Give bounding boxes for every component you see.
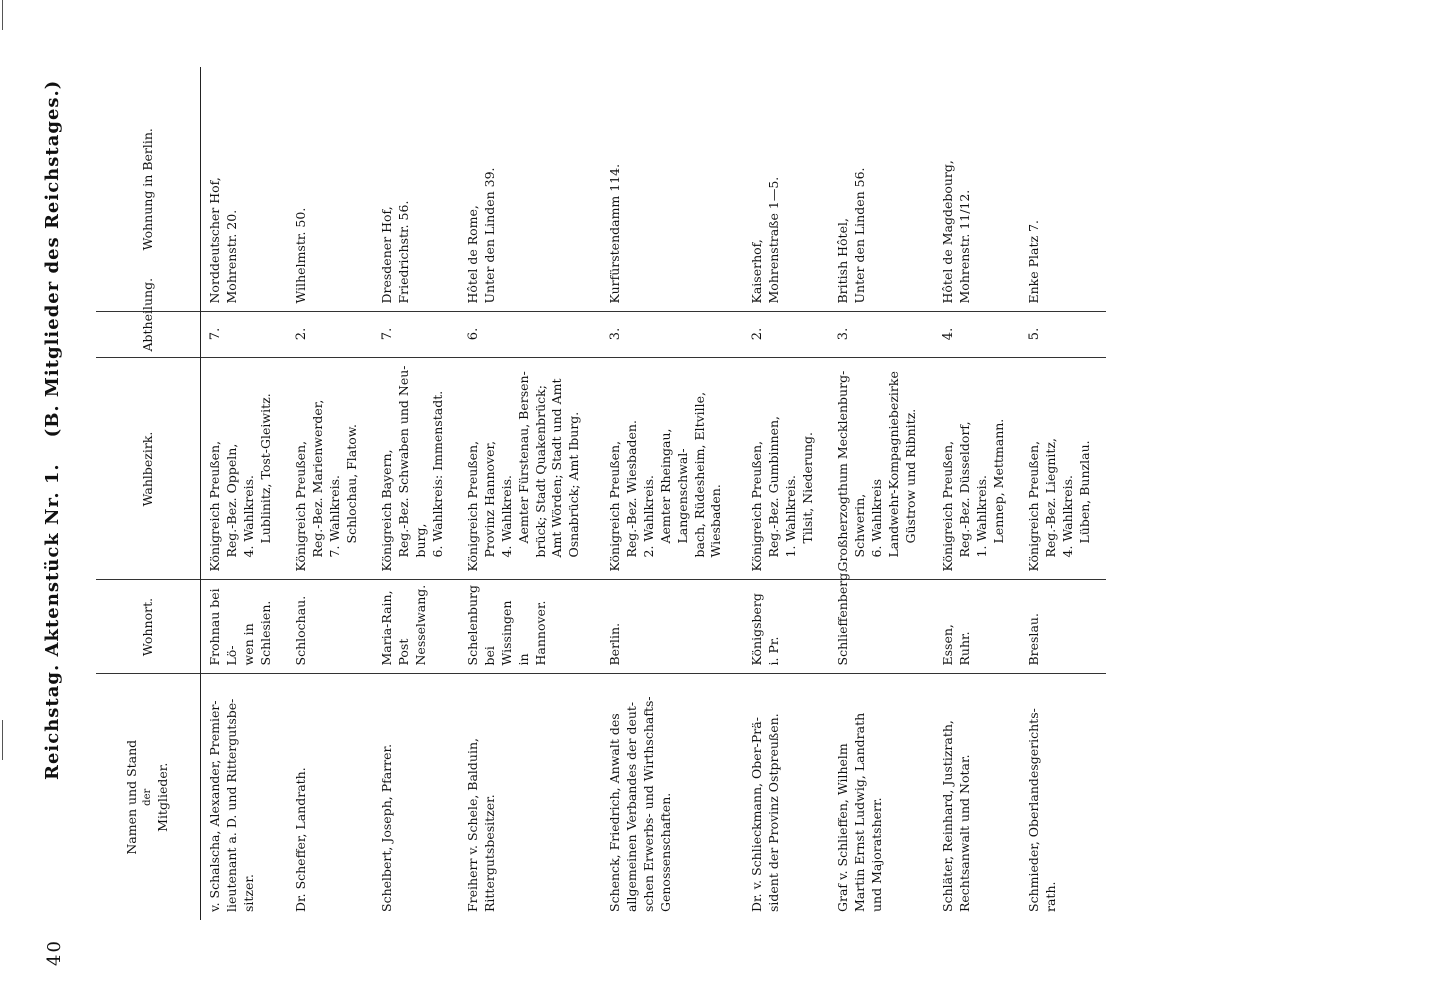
wohnort-cell <box>287 580 373 674</box>
column-header-line: Abtheilung. <box>139 277 155 352</box>
cell-line: 2. Wahlkreis. <box>640 475 656 558</box>
wohnung-cell <box>601 67 743 312</box>
cell-line: Großherzogthum Mecklenburg- <box>835 370 851 572</box>
cell-line: Königsberg i. Pr. <box>749 593 782 666</box>
cell-line: Königreich Preußen, <box>207 440 222 572</box>
member-name-cell <box>934 674 1020 920</box>
wohnort-cell <box>201 580 288 674</box>
cell-line: Nesselwang. <box>412 584 428 666</box>
cell-line: Königreich Preußen, <box>607 440 623 572</box>
cell-line: Frohnau bei Lö- <box>207 588 239 666</box>
table-row <box>1020 67 1106 920</box>
wahlbezirk-cell <box>601 358 743 580</box>
wahlbezirk-cell <box>287 358 373 580</box>
column-header-line: Wahlbezirk. <box>139 431 155 507</box>
wahlbezirk-cell <box>1020 358 1106 580</box>
abtheilung-cell <box>934 312 1020 358</box>
cell-line: Reg.-Bez. Düsseldorf, <box>956 421 972 558</box>
cell-line: 6. Wahlkreis: Immenstadt. <box>429 390 445 558</box>
member-name-cell <box>201 674 288 920</box>
cell-line: Hôtel de Magdebourg, <box>939 160 955 304</box>
table-row <box>201 67 288 920</box>
wahlbezirk-cell <box>373 358 459 580</box>
wohnort-cell <box>934 580 1020 674</box>
cell-line: Dr. v. Schlieckmann, Ober-Prä- <box>749 717 765 912</box>
cell-line: Lüben, Bunzlau. <box>1076 440 1092 544</box>
cell-line: Schenck, Friedrich, Anwalt des <box>607 713 623 912</box>
page-number: 40 <box>44 939 65 966</box>
cell-line: Schwerin, <box>852 493 868 558</box>
cell-line: Mohrenstr. 11/12. <box>956 189 972 304</box>
column-header-line: der <box>142 788 154 806</box>
table-row <box>459 67 601 920</box>
cell-line: 7. <box>208 327 223 341</box>
cell-line: Essen, Ruhr. <box>939 624 972 666</box>
cell-line: allgemeinen Verbandes der deut- <box>624 701 640 912</box>
column-header-line: Wohnung in Berlin. <box>139 128 155 251</box>
cell-line: Amt Wörden; Stadt und Amt <box>549 378 565 558</box>
wahlbezirk-cell <box>934 358 1020 580</box>
cell-line: 6. <box>466 327 481 341</box>
abtheilung-cell <box>459 312 601 358</box>
wohnung-cell <box>373 67 459 312</box>
cell-line: Aemter Rheingau, Langenschwal- <box>657 428 690 544</box>
cell-line: rath. <box>1042 881 1058 912</box>
cell-line: Lublinitz, Tost-Gleiwitz. <box>257 393 273 544</box>
table-row <box>601 67 743 920</box>
column-header-wohnort <box>96 580 201 674</box>
cell-line: British Hôtel, <box>835 218 851 304</box>
wohnort-cell <box>743 580 829 674</box>
cell-line: Dresdener Hof, <box>379 206 395 304</box>
wohnung-cell <box>743 67 829 312</box>
column-header-line: Namen und Stand <box>124 739 140 855</box>
cell-line: 7. Wahlkreis. <box>326 475 342 558</box>
member-name-cell <box>459 674 601 920</box>
cell-line: sident der Provinz Ostpreußen. <box>766 713 782 912</box>
cell-line: Hannover. <box>532 600 548 666</box>
running-title-text: Reichstag. Aktenstück Nr. 1. <box>42 463 63 780</box>
wohnort-cell <box>601 580 743 674</box>
cell-line: Königreich Preußen, <box>749 440 765 572</box>
cell-line: 4. Wahlkreis. <box>498 475 514 558</box>
wahlbezirk-cell <box>459 358 601 580</box>
cell-line: Mohrenstr. 20. <box>223 209 239 304</box>
cell-line: Unter den Linden 56. <box>852 167 868 304</box>
table-body <box>201 67 1107 920</box>
cell-line: Graf v. Schlieffen, Wilhelm <box>835 743 851 912</box>
cell-line: Königreich Preußen, <box>1025 440 1041 572</box>
cell-line: Reg.-Bez. Liegnitz, <box>1042 438 1058 558</box>
cell-line: Lennep, Mettmann. <box>990 418 1006 544</box>
table-row <box>743 67 829 920</box>
cell-line: Wilhelmstr. 50. <box>293 207 309 304</box>
wahlbezirk-cell <box>201 358 288 580</box>
cell-line: v. Schalscha, Alexander, Premier- <box>207 700 222 912</box>
cell-line: Schelbert, Joseph, Pfarrer. <box>379 743 395 912</box>
cell-line: Schlieffenberg. <box>835 568 851 666</box>
cell-line: Reg.-Bez. Gumbinnen, <box>766 415 782 558</box>
wohnung-cell <box>829 67 934 312</box>
member-name-cell <box>1020 674 1106 920</box>
section-title: (B. Mitglieder des Reichstages.) <box>42 79 63 438</box>
member-name-cell <box>829 674 934 920</box>
cell-line: Osnabrück; Amt Iburg. <box>566 411 582 558</box>
member-name-cell <box>287 674 373 920</box>
scan-edge-mark <box>2 0 3 30</box>
wohnort-cell <box>459 580 601 674</box>
abtheilung-cell <box>201 312 288 358</box>
table-row <box>829 67 934 920</box>
member-name-cell <box>373 674 459 920</box>
cell-line: 5. <box>1026 327 1042 341</box>
cell-line: Dr. Scheffer, Landrath. <box>293 767 309 912</box>
wohnung-cell <box>201 67 288 312</box>
cell-line: Schelenburg bei <box>465 585 497 666</box>
wohnung-cell <box>459 67 601 312</box>
cell-line: bach, Rüdesheim, Eltville, <box>691 391 707 558</box>
cell-line: lieutenant a. D. und Rittergutsbe- <box>223 698 239 912</box>
cell-line: Königreich Bayern, <box>379 449 395 572</box>
cell-line: Rechtsanwalt und Notar. <box>956 754 972 912</box>
member-name-cell <box>601 674 743 920</box>
cell-line: Friedrichstr. 56. <box>395 200 411 304</box>
cell-line: Hôtel de Rome, <box>465 205 480 304</box>
cell-line: Reg.-Bez. Marienwerder, <box>309 399 325 558</box>
cell-line: Schlochau. <box>293 595 309 666</box>
cell-line: 4. <box>940 327 956 341</box>
wahlbezirk-cell <box>743 358 829 580</box>
cell-line: Provinz Hannover, <box>481 440 497 558</box>
cell-line: Reg.-Bez. Oppeln, <box>223 443 239 558</box>
wohnung-cell <box>1020 67 1106 312</box>
cell-line: Reg.-Bez. Wiesbaden. <box>624 420 640 558</box>
cell-line: 2. <box>750 327 766 341</box>
cell-line: 3. <box>608 327 624 341</box>
cell-line: Wissingen in <box>498 600 531 666</box>
cell-line: 6. Wahlkreis <box>869 478 885 558</box>
cell-line: Königreich Preußen, <box>293 440 309 572</box>
cell-line: Breslau. <box>1025 613 1041 666</box>
cell-line: Freiherr v. Schele, Balduin, <box>465 737 480 912</box>
cell-line: Schmieder, Oberlandesgerichts- <box>1025 708 1041 912</box>
member-name-cell <box>743 674 829 920</box>
cell-line: Aemter Fürstenau, Bersen- <box>515 371 531 544</box>
scan-edge-mark <box>2 720 3 760</box>
cell-line: Martin Ernst Ludwig, Landrath <box>852 712 868 912</box>
cell-line: 2. <box>294 327 310 341</box>
wohnort-cell <box>1020 580 1106 674</box>
cell-line: Norddeutscher Hof, <box>207 177 222 304</box>
cell-line: Güstrow und Ribnitz. <box>902 408 918 544</box>
abtheilung-cell <box>1020 312 1106 358</box>
cell-line: Enke Platz 7. <box>1025 220 1041 304</box>
cell-line: Genossenschaften. <box>657 792 673 912</box>
column-header-line: Mitglieder. <box>154 762 170 832</box>
members-table <box>96 67 1106 920</box>
cell-line: Reg.-Bez. Schwaben und Neu- <box>395 365 411 558</box>
table-row <box>287 67 373 920</box>
cell-line: Wiesbaden. <box>708 484 724 558</box>
cell-line: brück; Stadt Quakenbrück; <box>532 385 548 558</box>
cell-line: wen in Schlesien. <box>240 600 273 666</box>
cell-line: Rittergutsbesitzer. <box>481 794 497 912</box>
abtheilung-cell <box>601 312 743 358</box>
cell-line: Schläter, Reinhard, Justizrath, <box>939 720 955 912</box>
cell-line: Maria-Rain, Post <box>379 590 411 666</box>
cell-line: 4. Wahlkreis. <box>1059 475 1075 558</box>
cell-line: Kurfürstendamm 114. <box>607 163 623 304</box>
column-header-name <box>96 674 201 920</box>
cell-line: 1. Wahlkreis. <box>973 475 989 558</box>
wohnung-cell <box>934 67 1020 312</box>
cell-line: 4. Wahlkreis. <box>240 475 256 558</box>
cell-line: Landwehr-Kompagniebezirke <box>885 371 901 558</box>
column-header-wahlbezirk <box>96 358 201 580</box>
column-header-abtheilung <box>96 277 201 358</box>
wohnort-cell <box>373 580 459 674</box>
wahlbezirk-cell <box>829 358 934 580</box>
cell-line: sitzer. <box>240 874 256 912</box>
abtheilung-cell <box>743 312 829 358</box>
running-title <box>42 80 63 780</box>
cell-line: Mohrenstraße 1—5. <box>766 176 782 304</box>
abtheilung-cell <box>287 312 373 358</box>
table-row <box>934 67 1020 920</box>
abtheilung-cell <box>373 312 459 358</box>
cell-line: Unter den Linden 39. <box>481 167 497 304</box>
cell-line: 7. <box>380 327 396 341</box>
cell-line: Königreich Preußen, <box>939 440 955 572</box>
wohnung-cell <box>287 67 373 312</box>
cell-line: Berlin. <box>607 622 623 666</box>
wohnort-cell <box>829 568 934 674</box>
cell-line: burg, <box>412 523 428 558</box>
cell-line: Königreich Preußen, <box>465 440 480 572</box>
cell-line: 3. <box>836 327 852 341</box>
table-header-row <box>96 67 201 920</box>
cell-line: schen Erwerbs- und Wirthschafts- <box>640 696 656 912</box>
cell-line: Tilsit, Niederung. <box>799 432 815 544</box>
table-row <box>373 67 459 920</box>
digitization-note <box>1416 6 1430 426</box>
abtheilung-cell <box>829 312 934 358</box>
column-header-wohnung <box>96 67 201 312</box>
cell-line: Schlochau, Flatow. <box>343 423 359 544</box>
cell-line: Kaiserhof, <box>749 239 765 304</box>
cell-line: und Majoratsherr. <box>869 797 885 912</box>
column-header-line: Wohnort. <box>139 597 155 657</box>
cell-line: 1. Wahlkreis. <box>783 475 799 558</box>
